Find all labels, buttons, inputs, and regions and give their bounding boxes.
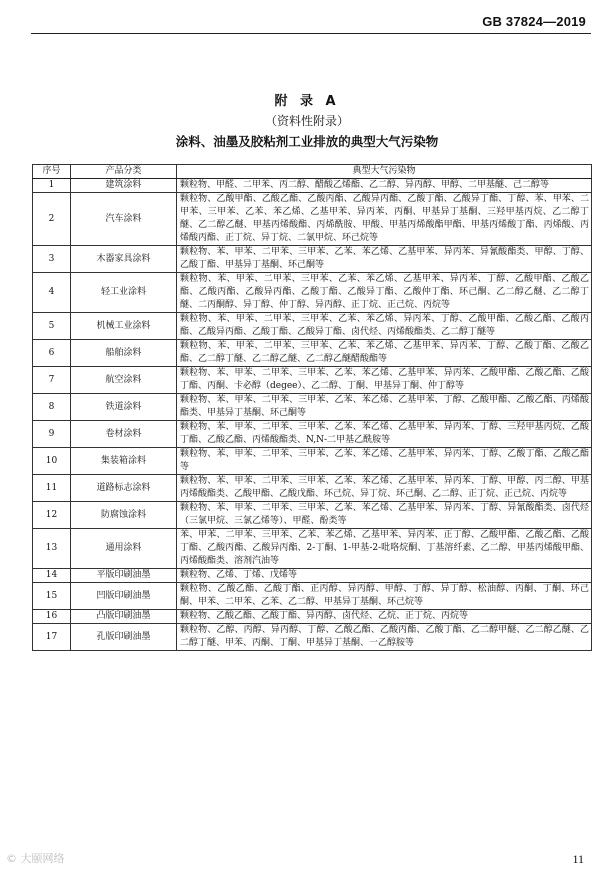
- table-row: [33, 624, 592, 651]
- watermark: © 大颐网络: [6, 852, 65, 865]
- row-category: 道路标志涂料: [71, 475, 177, 502]
- row-pollutants: 颗粒物、苯、甲苯、二甲苯、三甲苯、乙苯、苯乙烯、乙基甲苯、异丙苯、异氰酸酯类、甲醇、丁醇、乙酸丁酯、甲基异丁基酮、环己酮等: [177, 246, 592, 273]
- row-number: 14: [33, 569, 71, 583]
- row-category: 通用涂料: [71, 529, 177, 569]
- row-pollutants: 颗粒物、苯、甲苯、二甲苯、三甲苯、乙苯、苯乙烯、乙基甲苯、异丙苯、丁醇、乙酸丁酯、乙酸乙酯、乙二醇丁醚、乙二醇乙醚、乙二醇乙醚醋酸酯等: [177, 340, 592, 367]
- column-header-number: 序号: [33, 165, 71, 179]
- row-category: 防腐蚀涂料: [71, 502, 177, 529]
- row-category: 木器家具涂料: [71, 246, 177, 273]
- row-category: 机械工业涂料: [71, 313, 177, 340]
- row-category: 卷材涂料: [71, 421, 177, 448]
- row-pollutants: 颗粒物、苯、甲苯、二甲苯、三甲苯、乙苯、苯乙烯、乙基甲苯、丁醇、乙酸甲酯、乙酸乙酯、丙烯酸酯类、甲基异丁基酮、环己酮等: [177, 394, 592, 421]
- row-pollutants: 颗粒物、苯、甲苯、二甲苯、三甲苯、乙苯、苯乙烯、乙基甲苯、异丙苯、丁醇、甲醇、丙二醇、甲基丙烯酸酯类、乙酸甲酯、乙酸戊酯、环己烷、异丁烷、环己酮、乙二醇、正丁烷、正己烷、丙烷等: [177, 475, 592, 502]
- table-row: [33, 583, 592, 610]
- row-pollutants: 颗粒物、乙烯、丁烯、戊烯等: [177, 569, 592, 583]
- row-number: 5: [33, 313, 71, 340]
- row-pollutants: 颗粒物、甲醛、二甲苯、丙二醇、醋酸乙烯酯、乙二醇、异丙醇、甲醇、二甲基醚、己二醇等: [177, 179, 592, 193]
- table-row: [33, 394, 592, 421]
- row-category: 建筑涂料: [71, 179, 177, 193]
- row-number: 7: [33, 367, 71, 394]
- row-category: 凸版印刷油墨: [71, 610, 177, 624]
- table-row: [33, 502, 592, 529]
- row-number: 6: [33, 340, 71, 367]
- row-number: 9: [33, 421, 71, 448]
- row-category: 轻工业涂料: [71, 273, 177, 313]
- column-header-category: 产品分类: [71, 165, 177, 179]
- table-row: [33, 179, 592, 193]
- row-category: 航空涂料: [71, 367, 177, 394]
- row-pollutants: 颗粒物、乙酸乙酯、乙酸丁酯、正丙醇、异丙醇、甲醇、丁醇、异丁醇、松油醇、丙酮、丁酮、环己酮、甲苯、二甲苯、乙苯、乙二醇、甲基异丁基酮、环己烷等: [177, 583, 592, 610]
- table-row: [33, 340, 592, 367]
- row-number: 15: [33, 583, 71, 610]
- row-pollutants: 颗粒物、苯、甲苯、二甲苯、三甲苯、乙苯、苯乙烯、乙基甲苯、异丙苯、丁醇、乙酸甲酯、乙酸乙酯、乙酸丙酯、乙酸异丙酯、乙酸丁酯、乙酸异丁酯、乙酸仲丁酯、环己酮、乙二醇乙醚、乙二醇丁醚、二丙酮醇、异丁醇、仲丁醇、异丙醇、正丁烷、正己烷、丙烷等: [177, 273, 592, 313]
- table-header: [33, 165, 592, 179]
- row-pollutants: 颗粒物、乙酸乙酯、乙酸丁酯、异丙醇、卤代烃、乙烷、正丁烷、丙烷等: [177, 610, 592, 624]
- row-category: 孔版印刷油墨: [71, 624, 177, 651]
- table-row: [33, 475, 592, 502]
- row-number: 12: [33, 502, 71, 529]
- row-number: 17: [33, 624, 71, 651]
- row-pollutants: 颗粒物、苯、甲苯、二甲苯、三甲苯、乙苯、苯乙烯、乙基甲苯、异丙苯、丁醇、异氰酸酯类、卤代烃（三氯甲烷、三氯乙烯等）、甲醛、酚类等: [177, 502, 592, 529]
- row-pollutants: 颗粒物、乙酸甲酯、乙酸乙酯、乙酸丙酯、乙酸异丙酯、乙酸丁酯、乙酸异丁酯、丁醇、苯、甲苯、二甲苯、三甲苯、乙苯、苯乙烯、乙基甲苯、异丙苯、丙酮、甲基异丁基酮、三羟甲基丙烷、乙二醇丁醚、乙二醇乙醚、甲基丙烯酸酯、丙烯酰胺、甲酸、甲基丙烯酸酯甲酯、甲基丙烯酸丁酯、丙烯酸、丙烯酸丙酯、正丁烷、异丁烷、二氯甲烷、环己烷等: [177, 193, 592, 246]
- row-category: 平版印刷油墨: [71, 569, 177, 583]
- row-category: 船舶涂料: [71, 340, 177, 367]
- row-pollutants: 颗粒物、苯、甲苯、二甲苯、三甲苯、乙苯、苯乙烯、乙基甲苯、异丙苯、丁醇、乙酸丁酯、乙酸乙酯等: [177, 448, 592, 475]
- row-category: 汽车涂料: [71, 193, 177, 246]
- table-row: [33, 273, 592, 313]
- pollutant-table: [32, 164, 592, 651]
- appendix-note: （资料性附录）: [264, 114, 349, 128]
- row-number: 4: [33, 273, 71, 313]
- row-category: 凹版印刷油墨: [71, 583, 177, 610]
- table-row: [33, 367, 592, 394]
- row-pollutants: 颗粒物、苯、甲苯、二甲苯、三甲苯、乙苯、苯乙烯、乙基甲苯、异丙苯、乙酸甲酯、乙酸乙酯、乙酸丁酯、丙酮、卡必醇（degee）、乙二醇、丁酮、甲基异丁酮、仲丁醇等: [177, 367, 592, 394]
- row-pollutants: 苯、甲苯、二甲苯、三甲苯、乙苯、苯乙烯、乙基甲苯、异丙苯、正丁醇、乙酸甲酯、乙酸乙酯、乙酸丁酯、乙酸丙酯、乙酸异丙酯、2-丁酮、1-甲基-2-吡咯烷酮、丁基溶纤素、乙二醇、甲基丙烯酸甲酯、丙烯酸酯类、溶剂汽油等: [177, 529, 592, 569]
- table-body: [33, 179, 592, 651]
- row-number: 10: [33, 448, 71, 475]
- row-number: 11: [33, 475, 71, 502]
- row-number: 16: [33, 610, 71, 624]
- row-number: 2: [33, 193, 71, 246]
- row-number: 1: [33, 179, 71, 193]
- row-category: 集装箱涂料: [71, 448, 177, 475]
- row-number: 13: [33, 529, 71, 569]
- standard-code: GB 37824—2019: [482, 14, 586, 29]
- table-row: [33, 569, 592, 583]
- appendix-title: 附 录 A: [274, 94, 340, 109]
- row-pollutants: 颗粒物、苯、甲苯、二甲苯、三甲苯、乙苯、苯乙烯、乙基甲苯、异丙苯、丁醇、三羟甲基丙烷、乙酸丁酯、乙酸乙酯、丙烯酸酯类、N,N-二甲基乙酰胺等: [177, 421, 592, 448]
- table-row: [33, 313, 592, 340]
- table-row: [33, 529, 592, 569]
- row-pollutants: 颗粒物、乙醇、丙醇、异丙醇、丁醇、乙酸乙酯、乙酸丙酯、乙酸丁酯、乙二醇甲醚、乙二醇乙醚、乙二醇丁醚、甲苯、丙酮、丁酮、甲基异丁基酮、一乙醇胺等: [177, 624, 592, 651]
- row-number: 8: [33, 394, 71, 421]
- row-category: 铁道涂料: [71, 394, 177, 421]
- column-header-pollutants: 典型大气污染物: [177, 165, 592, 179]
- table-row: [33, 610, 592, 624]
- table-row: [33, 193, 592, 246]
- appendix-title-block: [0, 90, 614, 150]
- table-row: [33, 448, 592, 475]
- table-row: [33, 421, 592, 448]
- appendix-heading: 涂料、油墨及胶粘剂工业排放的典型大气污染物: [175, 134, 439, 149]
- table-row: [33, 246, 592, 273]
- header-rule: [31, 33, 591, 34]
- row-pollutants: 颗粒物、苯、甲苯、二甲苯、三甲苯、乙苯、苯乙烯、异丙苯、丁醇、乙酸甲酯、乙酸乙酯、乙酸丙酯、乙酸异丙酯、乙酸丁酯、乙酸异丁酯、卤代烃、丙烯酸酯类、乙二醇丁醚等: [177, 313, 592, 340]
- page-number: 11: [572, 852, 584, 866]
- row-number: 3: [33, 246, 71, 273]
